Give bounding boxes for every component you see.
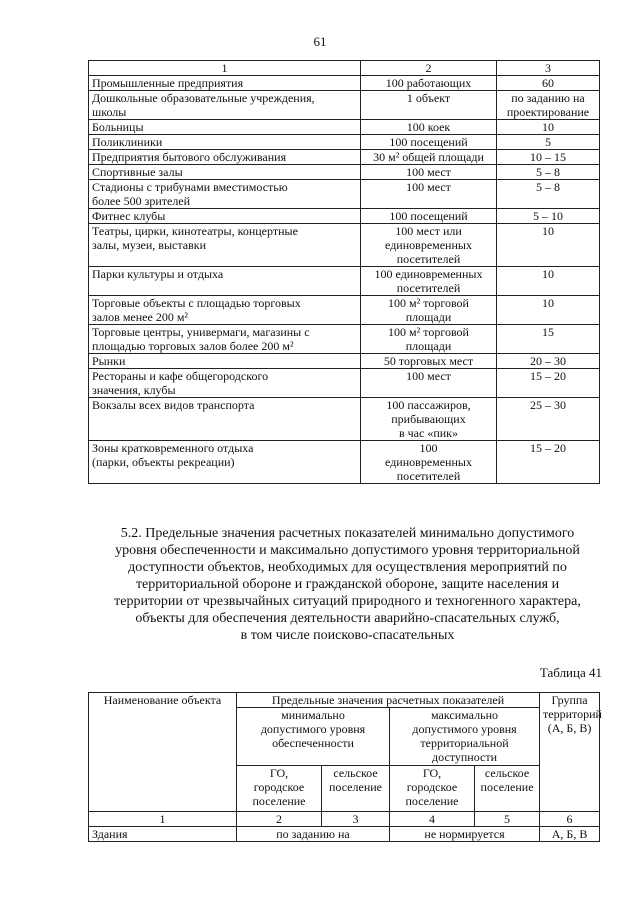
calculation-unit-cell: 1 объект: [361, 91, 497, 120]
heading-line: 5.2. Предельные значения расчетных показателей минимально допустимого: [120, 526, 575, 541]
table-row: [89, 325, 600, 354]
header-object-name: Наименование объекта: [89, 693, 237, 812]
calculation-unit-cell: 100 единовременных посетителей: [361, 441, 497, 484]
heading-line: территории от чрезвычайных ситуаций природного и техногенного характера,: [114, 594, 581, 609]
column-number: 6: [540, 812, 600, 827]
minimum-level-cell: по заданию на: [237, 827, 390, 842]
indicator-value-cell: 20 – 30: [497, 354, 600, 369]
header-rural-settlement: сельское поселение: [322, 766, 390, 812]
table-row: [89, 76, 600, 91]
calculation-unit-cell: 100 мест: [361, 180, 497, 209]
page-number: 61: [313, 34, 327, 49]
table-row: [89, 150, 600, 165]
facility-name-cell: Торговые объекты с площадью торговых залов менее 200 м²: [89, 296, 361, 325]
indicator-value-cell: 25 – 30: [497, 398, 600, 441]
indicator-value-cell: 5 – 8: [497, 180, 600, 209]
header-maximum-level: максимально допустимого уровня территориальной доступности: [390, 708, 540, 766]
table-row: [89, 180, 600, 209]
table-row: [89, 441, 600, 484]
indicator-value-cell: 15: [497, 325, 600, 354]
calculation-unit-cell: 30 м² общей площади: [361, 150, 497, 165]
facility-name-cell: Рынки: [89, 354, 361, 369]
header-minimum-level: минимально допустимого уровня обеспеченности: [237, 708, 390, 766]
indicator-value-cell: 5 – 8: [497, 165, 600, 180]
calculation-unit-cell: 100 коек: [361, 120, 497, 135]
calculation-unit-cell: 50 торговых мест: [361, 354, 497, 369]
indicator-value-cell: 10: [497, 224, 600, 267]
indicator-value-cell: 10: [497, 267, 600, 296]
column-number: 2: [237, 812, 322, 827]
facility-name-cell: Поликлиники: [89, 135, 361, 150]
header-territory-group: Группа территорий (А, Б, В): [540, 693, 600, 812]
column-number: 3: [497, 61, 600, 76]
table-row: [89, 120, 600, 135]
calculation-unit-cell: 100 м² торговой площади: [361, 325, 497, 354]
object-name-cell: Здания: [89, 827, 237, 842]
table-row: [89, 224, 600, 267]
column-number: 1: [89, 61, 361, 76]
calculation-unit-cell: 100 посещений: [361, 135, 497, 150]
table-row: [89, 165, 600, 180]
calculation-unit-cell: 100 работающих: [361, 76, 497, 91]
table-row: [89, 296, 600, 325]
indicator-value-cell: 60: [497, 76, 600, 91]
heading-line: в том числе поисково-спасательных: [240, 628, 455, 643]
table-row: [89, 354, 600, 369]
header-limits: Предельные значения расчетных показателей: [237, 693, 540, 708]
facility-name-cell: Вокзалы всех видов транспорта: [89, 398, 361, 441]
table-row: [89, 369, 600, 398]
facilities-table: [88, 60, 600, 484]
table-row: [89, 135, 600, 150]
facility-name-cell: Спортивные залы: [89, 165, 361, 180]
calculation-unit-cell: 100 мест или единовременных посетителей: [361, 224, 497, 267]
indicator-value-cell: 10: [497, 120, 600, 135]
table-row: [89, 209, 600, 224]
table-row: [89, 91, 600, 120]
facility-name-cell: Больницы: [89, 120, 361, 135]
table-header-row: [89, 61, 600, 76]
heading-line: уровня обеспеченности и максимально допустимого уровня территориальной: [115, 543, 580, 558]
table-header-row: [89, 693, 600, 708]
facility-name-cell: Парки культуры и отдыха: [89, 267, 361, 296]
indicator-value-cell: 15 – 20: [497, 441, 600, 484]
facility-name-cell: Промышленные предприятия: [89, 76, 361, 91]
indicator-value-cell: 5: [497, 135, 600, 150]
calculation-unit-cell: 100 единовременных посетителей: [361, 267, 497, 296]
facility-name-cell: Фитнес клубы: [89, 209, 361, 224]
indicator-value-cell: по заданию на проектирование: [497, 91, 600, 120]
column-number: 3: [322, 812, 390, 827]
calculation-unit-cell: 100 посещений: [361, 209, 497, 224]
maximum-level-cell: не нормируется: [390, 827, 540, 842]
heading-line: территориальной обороне и гражданской обороне, защите населения и: [135, 577, 560, 592]
facility-name-cell: Дошкольные образовательные учреждения, школы: [89, 91, 361, 120]
header-city-settlement: ГО, городское поселение: [237, 766, 322, 812]
facility-name-cell: Театры, цирки, кинотеатры, концертные залы, музеи, выставки: [89, 224, 361, 267]
table-row: [89, 267, 600, 296]
facility-name-cell: Стадионы с трибунами вместимостью более 500 зрителей: [89, 180, 361, 209]
column-number-row: [89, 812, 600, 827]
heading-line: доступности объектов, необходимых для осуществления мероприятий по: [128, 560, 567, 575]
indicator-value-cell: 10: [497, 296, 600, 325]
heading-line: объекты для обеспечения деятельности аварийно-спасательных служб,: [135, 611, 560, 626]
facility-name-cell: Рестораны и кафе общегородского значения, клубы: [89, 369, 361, 398]
header-city-settlement: ГО, городское поселение: [390, 766, 475, 812]
column-number: 5: [475, 812, 540, 827]
indicator-value-cell: 15 – 20: [497, 369, 600, 398]
column-number: 1: [89, 812, 237, 827]
column-number: 2: [361, 61, 497, 76]
column-number: 4: [390, 812, 475, 827]
section-heading: [90, 525, 605, 644]
table-label: Таблица 41: [539, 665, 602, 680]
indicator-value-cell: 5 – 10: [497, 209, 600, 224]
calculation-unit-cell: 100 мест: [361, 369, 497, 398]
civil-defense-table: [88, 692, 600, 842]
table-row: [89, 398, 600, 441]
table-row: [89, 827, 600, 842]
calculation-unit-cell: 100 м² торговой площади: [361, 296, 497, 325]
calculation-unit-cell: 100 пассажиров, прибывающих в час «пик»: [361, 398, 497, 441]
indicator-value-cell: 10 – 15: [497, 150, 600, 165]
facility-name-cell: Торговые центры, универмаги, магазины с площадью торговых залов более 200 м²: [89, 325, 361, 354]
territory-group-cell: А, Б, В: [540, 827, 600, 842]
header-rural-settlement: сельское поселение: [475, 766, 540, 812]
calculation-unit-cell: 100 мест: [361, 165, 497, 180]
facility-name-cell: Зоны кратковременного отдыха (парки, объекты рекреации): [89, 441, 361, 484]
facility-name-cell: Предприятия бытового обслуживания: [89, 150, 361, 165]
